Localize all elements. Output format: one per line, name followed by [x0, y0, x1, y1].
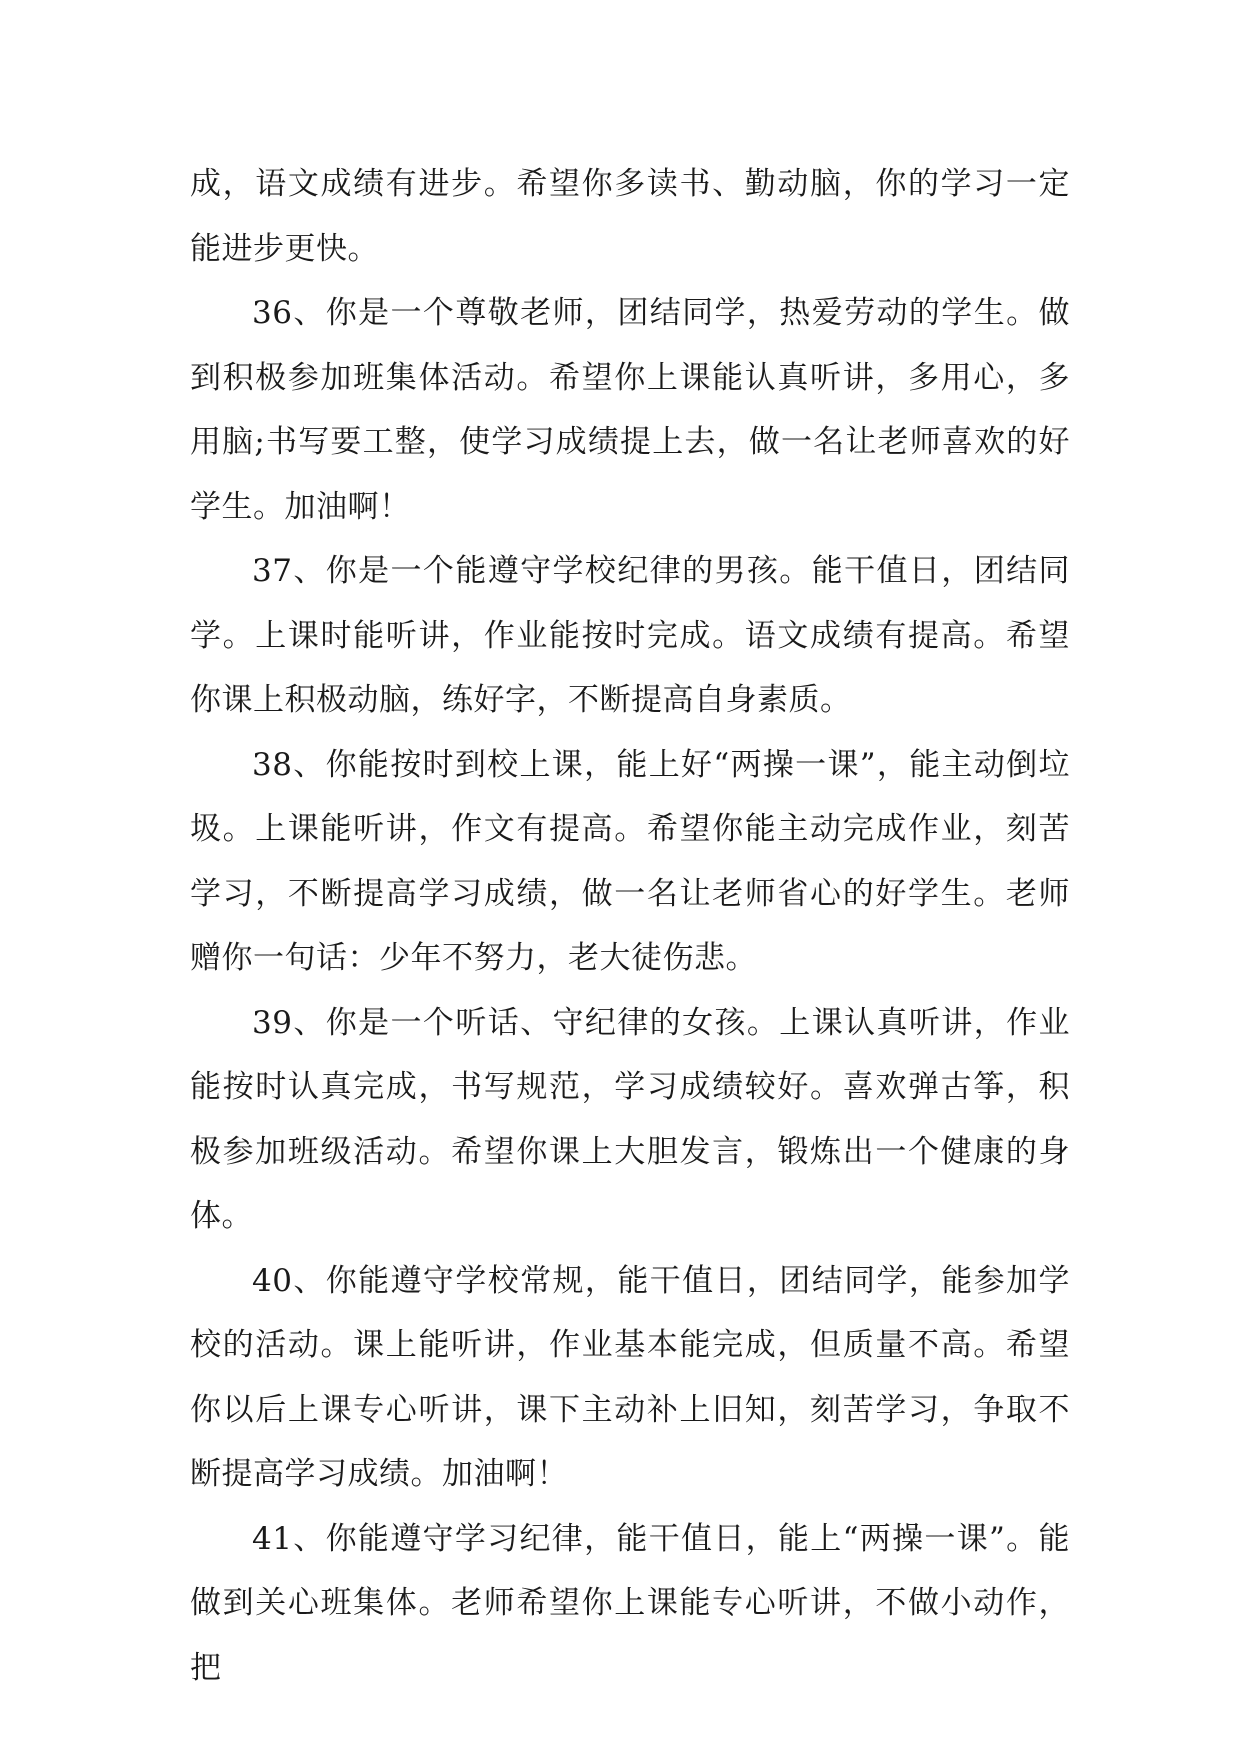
paragraph-continuation: 成，语文成绩有进步。希望你多读书、勤动脑，你的学习一定能进步更快。: [190, 166, 1070, 267]
paragraph-39: 39、你是一个听话、守纪律的女孩。上课认真听讲，作业能按时认真完成，书写规范，学习成绩较好。喜欢弹古筝，积极参加班级活动。希望你课上大胆发言，锻炼出一个健康的身体。: [190, 1004, 1070, 1234]
paragraph-37: 37、你是一个能遵守学校纪律的男孩。能干值日，团结同学。上课时能听讲，作业能按时完成。语文成绩有提高。希望你课上积极动脑，练好字，不断提高自身素质。: [190, 553, 1070, 718]
paragraph-36: 36、你是一个尊敬老师，团结同学，热爱劳动的学生。做到积极参加班集体活动。希望你上课能认真听讲，多用心，多用脑;书写要工整，使学习成绩提上去，做一名让老师喜欢的好学生。加油啊！: [190, 295, 1070, 525]
document-body: [190, 152, 1070, 1700]
paragraph-40: 40、你能遵守学校常规，能干值日，团结同学，能参加学校的活动。课上能听讲，作业基本能完成，但质量不高。希望你以后上课专心听讲，课下主动补上旧知，刻苦学习，争取不断提高学习成绩。加油啊！: [190, 1262, 1070, 1492]
paragraph-41: 41、你能遵守学习纪律，能干值日，能上“两操一课”。能做到关心班集体。老师希望你上课能专心听讲，不做小动作，把: [190, 1520, 1070, 1686]
paragraph-38: 38、你能按时到校上课，能上好“两操一课”，能主动倒垃圾。上课能听讲，作文有提高。希望你能主动完成作业，刻苦学习，不断提高学习成绩，做一名让老师省心的好学生。老师赠你一句话：少年不努力，老大徒伤悲。: [190, 746, 1070, 976]
